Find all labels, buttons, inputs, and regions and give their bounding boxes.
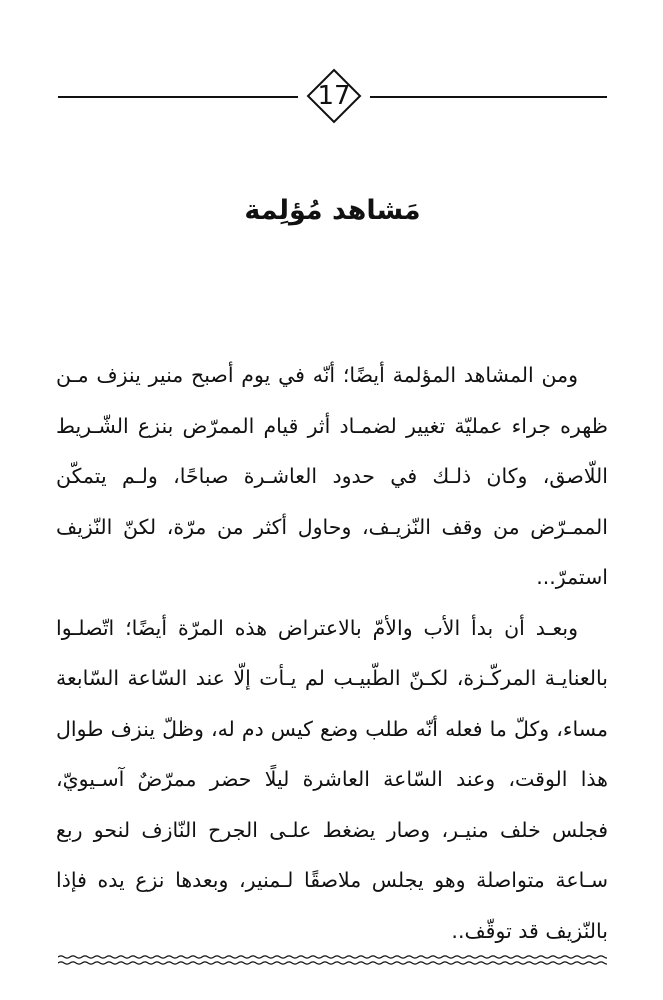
chapter-title: مَشاهد مُؤلِمة — [244, 195, 421, 226]
footer-wave-divider — [58, 952, 607, 966]
header-rule-left — [58, 96, 298, 98]
paragraph: وبعـد أن بدأ الأب والأمّ بالاعتراض هذه المرّة أيضًا؛ اتّصلـوا بالعنايـة المركّـزة، لكـنّ الطّبيـب لم يـأت إلّا عند السّاعة السّابعة مساء، وكلّ ما فعله أنّه طلب وضع كيس دم له، وظلّ ينزف طوال هذا الوقت، وعند السّاعة العاشرة ليلًا حضر ممرّضٌ آسـيويّ، فجلس خلف منيـر، وصار يضغط علـى الجرح النّازف لنحو ربع سـاعة متواصلة وهو يجلس ملاصقًا لـمنير، وبعدها نزع يده فإذا بالنّزيف قد توقّف.. — [56, 615, 608, 943]
header-rule-right — [370, 96, 607, 98]
wave-line — [58, 956, 607, 958]
wave-line — [58, 962, 607, 964]
page-number: 17 — [317, 81, 351, 111]
body-text — [56, 350, 608, 956]
paragraph: ومن المشاهد المؤلمة أيضًا؛ أنّه في يوم أصبح منير ينزف مـن ظهره جراء عمليّة تغيير لضمـاد أثر قيام الممرّض بنزع الشّـريط اللّاصق، وكان ذلـك في حدود العاشـرة صباحًا، ولـم يتمكّن الممـرّض من وقف النّزيـف، وحاول أكثر من مرّة، لكنّ النّزيف استمرّ... — [56, 363, 608, 589]
